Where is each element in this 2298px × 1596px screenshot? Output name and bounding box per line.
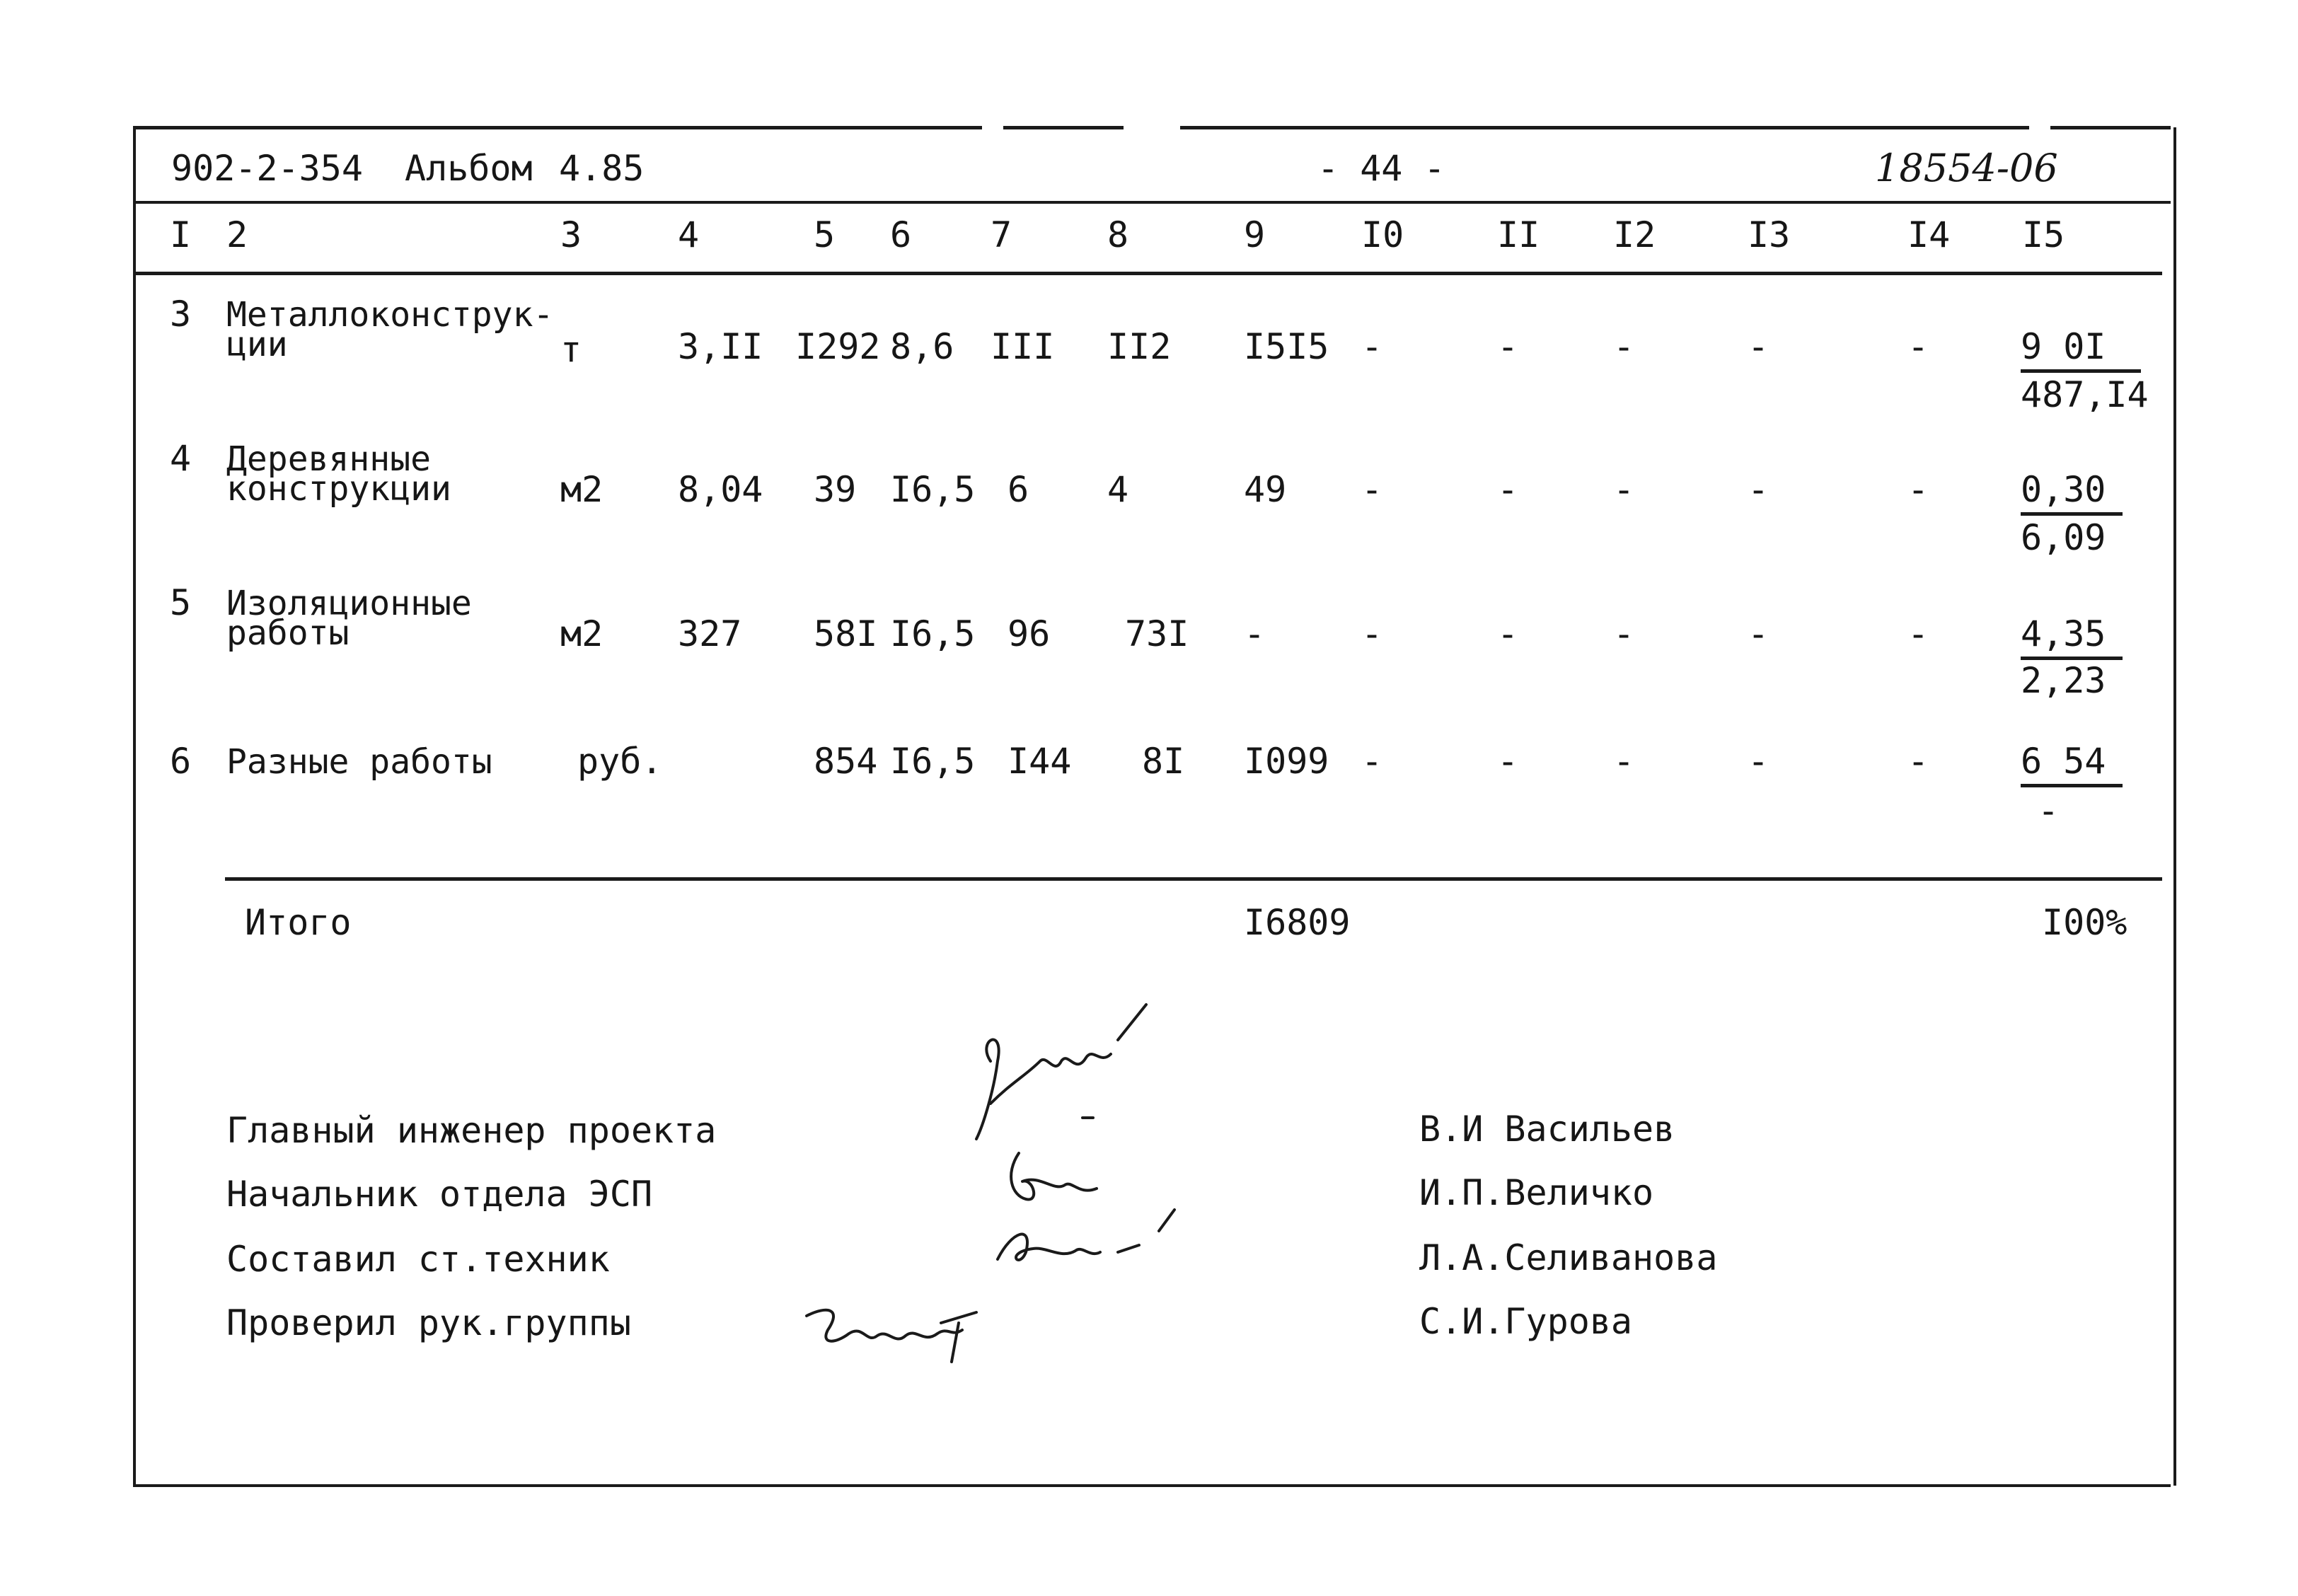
signer-role: Проверил рук.группы	[226, 1302, 631, 1343]
col-3: 3	[560, 214, 582, 255]
cell-c10: -	[1361, 469, 1383, 510]
row-unit: руб.	[577, 741, 663, 782]
row-unit: м2	[560, 469, 604, 510]
cell-c6: I6,5	[890, 741, 976, 782]
cell-c5: 39	[814, 469, 857, 510]
cell-c6: I6,5	[890, 469, 976, 510]
cell-c12: -	[1613, 326, 1635, 367]
cell-c5: 854	[814, 741, 878, 782]
cell-c4: 3,II	[678, 326, 763, 367]
cell-c12: -	[1613, 613, 1635, 654]
cell-c7: 96	[1007, 613, 1051, 654]
col-14: I4	[1907, 214, 1951, 255]
col-2: 2	[226, 214, 248, 255]
signer-name: В.И Васильев	[1419, 1109, 1675, 1150]
signer-name: С.И.Гурова	[1419, 1301, 1633, 1342]
cell-c4: 327	[678, 613, 742, 654]
signer-role: Главный инженер проекта	[226, 1110, 717, 1151]
cell-c8: 73I	[1125, 613, 1189, 654]
col-1: I	[170, 214, 192, 255]
cell-c13: -	[1748, 326, 1769, 367]
cell-c10: -	[1361, 741, 1383, 782]
cell-c9: -	[1244, 613, 1266, 654]
cell-c7: III	[991, 326, 1055, 367]
row-name-line2: конструкции	[226, 469, 451, 509]
col-15: I5	[2022, 214, 2065, 255]
cell-c15-top: 6 54	[2021, 741, 2123, 787]
row-name-line1: Изоляционные	[226, 584, 472, 623]
cell-c15-top: 4,35	[2021, 614, 2123, 660]
row-name-line1: Деревянные	[226, 439, 431, 479]
cell-c11: -	[1497, 326, 1519, 367]
cell-c11: -	[1497, 469, 1519, 510]
col-11: II	[1497, 214, 1540, 255]
row-unit: м2	[560, 613, 604, 654]
cell-c14: -	[1907, 469, 1929, 510]
col-7: 7	[991, 214, 1012, 255]
cell-c14: -	[1907, 613, 1929, 654]
col-12: I2	[1613, 214, 1656, 255]
row-number: 5	[170, 582, 192, 623]
cell-c9: 49	[1244, 469, 1287, 510]
col-5: 5	[814, 214, 836, 255]
cell-c11: -	[1497, 613, 1519, 654]
cell-c8: 8I	[1142, 741, 1185, 782]
header-rule	[133, 201, 2171, 204]
col-8: 8	[1107, 214, 1129, 255]
col-13: I3	[1748, 214, 1791, 255]
cell-c6: 8,6	[890, 326, 954, 367]
cell-c15-bottom: 2,23	[2021, 660, 2106, 701]
signer-role: Составил ст.техник	[226, 1239, 610, 1280]
cell-c10: -	[1361, 613, 1383, 654]
cell-c7: 6	[1007, 469, 1029, 510]
cell-c12: -	[1613, 741, 1635, 782]
signature-group-lead	[799, 1295, 991, 1372]
row-name-line1: Металлоконструк-	[226, 295, 554, 335]
cell-c15-bottom: -	[2038, 790, 2060, 831]
row-name-line1: Разные работы	[226, 742, 492, 782]
cell-c13: -	[1748, 613, 1769, 654]
cell-c5: I292	[795, 326, 881, 367]
column-header-rule	[133, 272, 2162, 275]
row-name-line2: работы	[226, 613, 350, 653]
cell-c13: -	[1748, 469, 1769, 510]
signer-name: И.П.Величко	[1419, 1172, 1654, 1213]
cell-c10: -	[1361, 326, 1383, 367]
signer-role: Начальник отдела ЭСП	[226, 1174, 653, 1215]
cell-c14: -	[1907, 741, 1929, 782]
inventory-number: 18554-06	[1875, 146, 2058, 190]
signature-technician	[976, 1203, 1189, 1280]
total-label: Итого	[245, 902, 352, 943]
total-rule	[225, 877, 2162, 881]
doc-code: 902-2-354	[171, 148, 363, 189]
total-percent: I00%	[2042, 902, 2127, 943]
cell-c8: II2	[1107, 326, 1172, 367]
cell-c15-top: 0,30	[2021, 470, 2123, 516]
total-value: I6809	[1244, 902, 1351, 943]
cell-c14: -	[1907, 326, 1929, 367]
signer-name: Л.А.Селиванова	[1419, 1237, 1718, 1278]
col-4: 4	[678, 214, 700, 255]
signature-department-head	[998, 1146, 1111, 1210]
cell-c11: -	[1497, 741, 1519, 782]
signature-chief-engineer	[962, 998, 1160, 1153]
cell-c15-top: 9 0I	[2021, 327, 2141, 373]
cell-c7: I44	[1007, 741, 1072, 782]
row-number: 3	[170, 294, 192, 335]
cell-c9: I5I5	[1244, 326, 1329, 367]
cell-c13: -	[1748, 741, 1769, 782]
cell-c8: 4	[1107, 469, 1129, 510]
col-6: 6	[890, 214, 912, 255]
album-label: Альбом	[405, 148, 533, 189]
cell-c9: I099	[1244, 741, 1329, 782]
row-unit: т	[560, 329, 582, 370]
cell-c5: 58I	[814, 613, 878, 654]
cell-c4: 8,04	[678, 469, 763, 510]
row-number: 6	[170, 741, 192, 782]
album-number: 4.85	[559, 148, 645, 189]
cell-c15-bottom: 487,I4	[2021, 374, 2149, 415]
row-name-line2: ции	[226, 325, 288, 364]
col-10: I0	[1361, 214, 1404, 255]
cell-c12: -	[1613, 469, 1635, 510]
row-number: 4	[170, 438, 192, 479]
cell-c15-bottom: 6,09	[2021, 517, 2106, 558]
top-rule	[133, 126, 2171, 129]
col-9: 9	[1244, 214, 1266, 255]
bottom-rule	[133, 1484, 2171, 1487]
page-number: - 44 -	[1317, 148, 1445, 189]
cell-c6: I6,5	[890, 613, 976, 654]
